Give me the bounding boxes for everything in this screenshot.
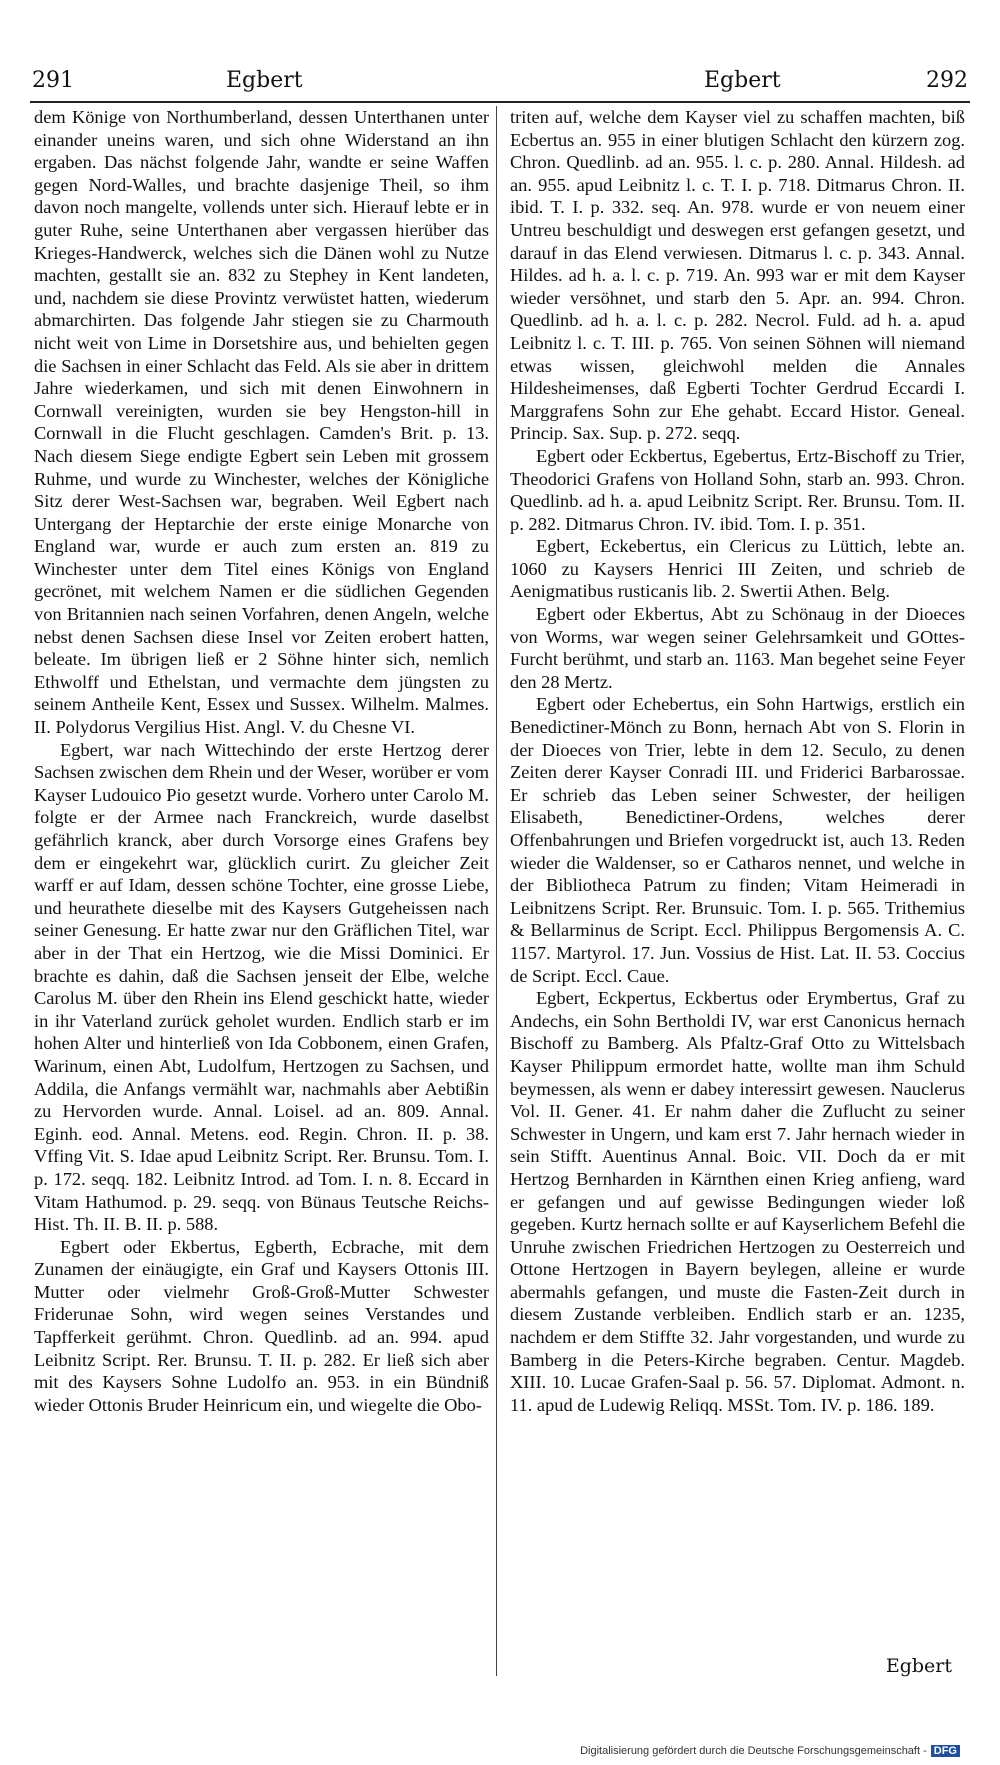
running-title-right: Egbert bbox=[704, 68, 781, 93]
left-column bbox=[34, 106, 489, 1416]
column-separator bbox=[496, 106, 497, 1676]
paragraph: Egbert, Eckpertus, Eckbertus oder Erymbertus, Graf zu Andechs, ein Sohn Bertholdi IV, war erst Canonicus hernach Bischoff zu Bamberg. Als Pfaltz-Graf Otto zu Wittelsbach Kayser Philippum ermordet hatte, wollte man ihm Schuld beymessen, als wenn er dabey interessirt gewesen. Nauclerus Vol. II. Gener. 41. Er nahm daher die Zuflucht zu seiner Schwester in Ungern, und kam erst 7. Jahr hernach wieder in sein Stifft. Auentinus Annal. Boic. VII. Doch da er mit Hertzog Bernharden in Kärnthen einen Krieg anfieng, ward er gefangen und auf gewisse Bedingungen wieder loß gegeben. Kurtz hernach sollte er auf Kayserlichem Befehl die Unruhe zwischen Friedrichen Hertzogen zu Oesterreich und Ottone Hertzogen in Bayern beylegen, alleine er wurde abermahls gefangen, und muste die Fasten-Zeit durch in diesem Zustande verbleiben. Endlich starb er an. 1235, nachdem er dem Stiffte 32. Jahr vorgestanden, und wurde zu Bamberg in die Peters-Kirche begraben. Centur. Magdeb. XIII. 10. Lucae Grafen-Saal p. 56. 57. Diplomat. Admont. n. 11. apud de Ludewig Reliqq. MSSt. Tom. IV. p. 186. 189. bbox=[510, 988, 965, 1415]
page-header bbox=[28, 68, 968, 100]
right-column bbox=[510, 106, 965, 1416]
running-title-left: Egbert bbox=[226, 68, 303, 93]
page-number-right: 292 bbox=[926, 68, 968, 93]
paragraph: dem Könige von Northumberland, dessen Unterthanen unter einander uneins waren, und sich ohne Widerstand an ihn ergaben. Das nächst folgende Jahr, wandte er seine Waffen gegen Nord-Walles, und brachte dasjenige Theil, so ihm davon noch mangelte, vollends unter sich. Hierauf lebte er in guter Ruhe, seine Unterthanen aber vergassen hierüber das Krieges-Handwerck, welches sich die Dänen wohl zu Nutze machten, gestallt sie an. 832 zu Stephey in Kent landeten, und, nachdem sie diese Provintz verwüstet hatten, wiederum abmarchirten. Das folgende Jahr stiegen sie zu Charmouth nicht weit von Lime in Dorsetshire aus, und behielten gegen die Sachsen in einer Schlacht das Feld. Als sie aber in drittem Jahre wiederkamen, und sich mit denen Einwohnern in Cornwall vereinigten, wurden sie bey Hengston-hill in Cornwall in die Flucht geschlagen. Camden's Brit. p. 13. Nach diesem Siege endigte Egbert sein Leben mit grossem Ruhme, und wurde zu Winchester, welches der Königliche Sitz derer West-Sachsen war, begraben. Weil Egbert nach Untergang der Heptarchie der erste einige Monarche von England war, wurde er auch zum ersten an. 819 zu Winchester unter dem Titel eines Königs von England gecrönet, mit welchem Namen er die südlichen Gegenden von Britannien nach seinen Vorfahren, denen Angeln, welche nebst denen Sachsen diese Insel vor Zeiten erobert hatten, beleate. Im übrigen ließ er 2 Söhne hinter sich, nemlich Ethwolff und Ethelstan, und vermachte dem jüngsten zu seinem Antheile Kent, Essex und Sussex. Wilhelm. Malmes. II. Polydorus Vergilius Hist. Angl. V. du Chesne VI. bbox=[34, 107, 489, 738]
page-number-left: 291 bbox=[32, 68, 74, 93]
digitization-footer bbox=[580, 1745, 960, 1757]
footer-text: Digitalisierung gefördert durch die Deutsche Forschungsgemeinschaft - bbox=[580, 1745, 927, 1757]
dfg-logo: DFG bbox=[931, 1745, 960, 1757]
header-rule bbox=[30, 101, 970, 103]
paragraph: Egbert, Eckebertus, ein Clericus zu Lüttich, lebte an. 1060 zu Kaysers Henrici III Zeiten, und schrieb de Aenigmatibus rusticanis lib. 2. Swertii Athen. Belg. bbox=[510, 536, 965, 602]
catchword: Egbert bbox=[885, 1655, 952, 1677]
paragraph: Egbert oder Ekbertus, Egberth, Ecbrache, mit dem Zunamen der einäugigte, ein Graf und Kaysers Ottonis III. Mutter oder vielmehr Groß-Groß-Mutter Schwester Friderunae Sohn, wird wegen seines Verstandes und Tapfferkeit gerühmt. Chron. Quedlinb. ad an. 994. apud Leibnitz Script. Rer. Brunsu. T. II. p. 282. Er ließ sich aber mit des Kaysers Sohne Ludolfo an. 953. in ein Bündniß wieder Ottonis Bruder Heinricum ein, und wiegelte die Obo- bbox=[34, 1236, 489, 1415]
paragraph: Egbert oder Echebertus, ein Sohn Hartwigs, erstlich ein Benedictiner-Mönch zu Bonn, hernach Abt von S. Florin in der Dioeces von Trier, lebte in dem 12. Seculo, zu denen Zeiten derer Kayser Conradi III. und Friderici Barbarossae. Er schrieb das Leben seiner Schwester, der heiligen Elisabeth, Benedictiner-Ordens, welches derer Offenbahrungen und Briefen vorgedruckt ist, auch 13. Reden wieder die Waldenser, so er Catharos nennet, und welche in der Bibliotheca Patrum zu finden; Vitam Heimeradi in Leibnitzens Script. Rer. Brunsuic. Tom. I. p. 565. Trithemius & Bellarminus de Script. Eccl. Philippus Bergomensis A. C. 1157. Martyrol. 17. Jun. Vossius de Hist. Lat. II. 53. Coccius de Script. Eccl. Caue. bbox=[510, 694, 965, 986]
paragraph: triten auf, welche dem Kayser viel zu schaffen machten, biß Ecbertus an. 955 in einer blutigen Schlacht den kürzern zog. Chron. Quedlinb. ad an. 955. l. c. p. 280. Annal. Hildesh. ad an. 955. apud Leibnitz l. c. T. I. p. 718. Ditmarus Chron. II. ibid. T. I. p. 332. seq. An. 978. wurde er von neuem einer Untreu beschuldigt und deswegen erst gefangen gesetzt, und darauf in das Elend verwiesen. Ditmarus l. c. p. 343. Annal. Hildes. ad h. a. l. c. p. 719. An. 993 war er mit dem Kayser wieder versöhnet, und starb den 5. Apr. an. 994. Chron. Quedlinb. ad h. a. l. c. p. 282. Necrol. Fuld. ad h. a. apud Leibnitz l. c. T. III. p. 765. Von seinen Söhnen will niemand etwas wissen, gleichwohl melden die Annales Hildesheimenses, daß Egberti Tochter Gerdrud Eccardi I. Marggrafens Sohn zur Ehe gehabt. Eccard Histor. Geneal. Princip. Sax. Sup. p. 272. seqq. bbox=[510, 107, 965, 444]
paragraph: Egbert oder Eckbertus, Egebertus, Ertz-Bischoff zu Trier, Theodorici Grafens von Holland Sohn, starb an. 993. Chron. Quedlinb. ad h. a. apud Leibnitz Script. Rer. Brunsu. Tom. II. p. 282. Ditmarus Chron. IV. ibid. Tom. I. p. 351. bbox=[510, 445, 965, 534]
paragraph: Egbert oder Ekbertus, Abt zu Schönaug in der Dioeces von Worms, war wegen seiner Gelehrsamkeit und GOttes-Furcht berühmt, und starb an. 1163. Man begehet seine Feyer den 28 Mertz. bbox=[510, 604, 965, 692]
paragraph: Egbert, war nach Wittechindo der erste Hertzog derer Sachsen zwischen dem Rhein und der Weser, worüber er vom Kayser Ludouico Pio gesetzt wurde. Vorhero unter Carolo M. folgte er der Armee nach Franckreich, wurde daselbst gefährlich kranck, aber durch Vorsorge eines Grafens bey dem er eingekehrt war, glücklich curirt. Zu gleicher Zeit warff er auf Idam, dessen schöne Tochter, eine grosse Liebe, und heurathete dieselbe mit des Kaysers Gutgeheissen nach seiner Genesung. Er hatte zwar nur den Gräflichen Titel, war aber in der That ein Hertzog, wie die Missi Dominici. Er brachte es dahin, daß die Sachsen jenseit der Elbe, welche Carolus M. über den Rhein ins Elend geschickt hatte, wieder in ihr Vaterland zurück geholet wurden. Endlich starb er im hohen Alter und hinterließ von Ida Cobbonem, einen Grafen, Warinum, einen Abt, Ludolfum, Hertzogen zu Sachsen, und Addila, die Anfangs vermählt war, nachmahls aber Aebtißin zu Hervorden wurde. Annal. Loisel. ad an. 809. Annal. Eginh. eod. Annal. Metens. eod. Regin. Chron. II. p. 38. Vffing Vit. S. Idae apud Leibnitz Script. Rer. Brunsu. Tom. I. p. 172. seqq. 182. Leibnitz Introd. ad Tom. I. n. 8. Eccard in Vitam Hathumod. p. 29. seqq. von Bünaus Teutsche Reichs-Hist. Th. II. B. II. p. 588. bbox=[34, 739, 489, 1235]
